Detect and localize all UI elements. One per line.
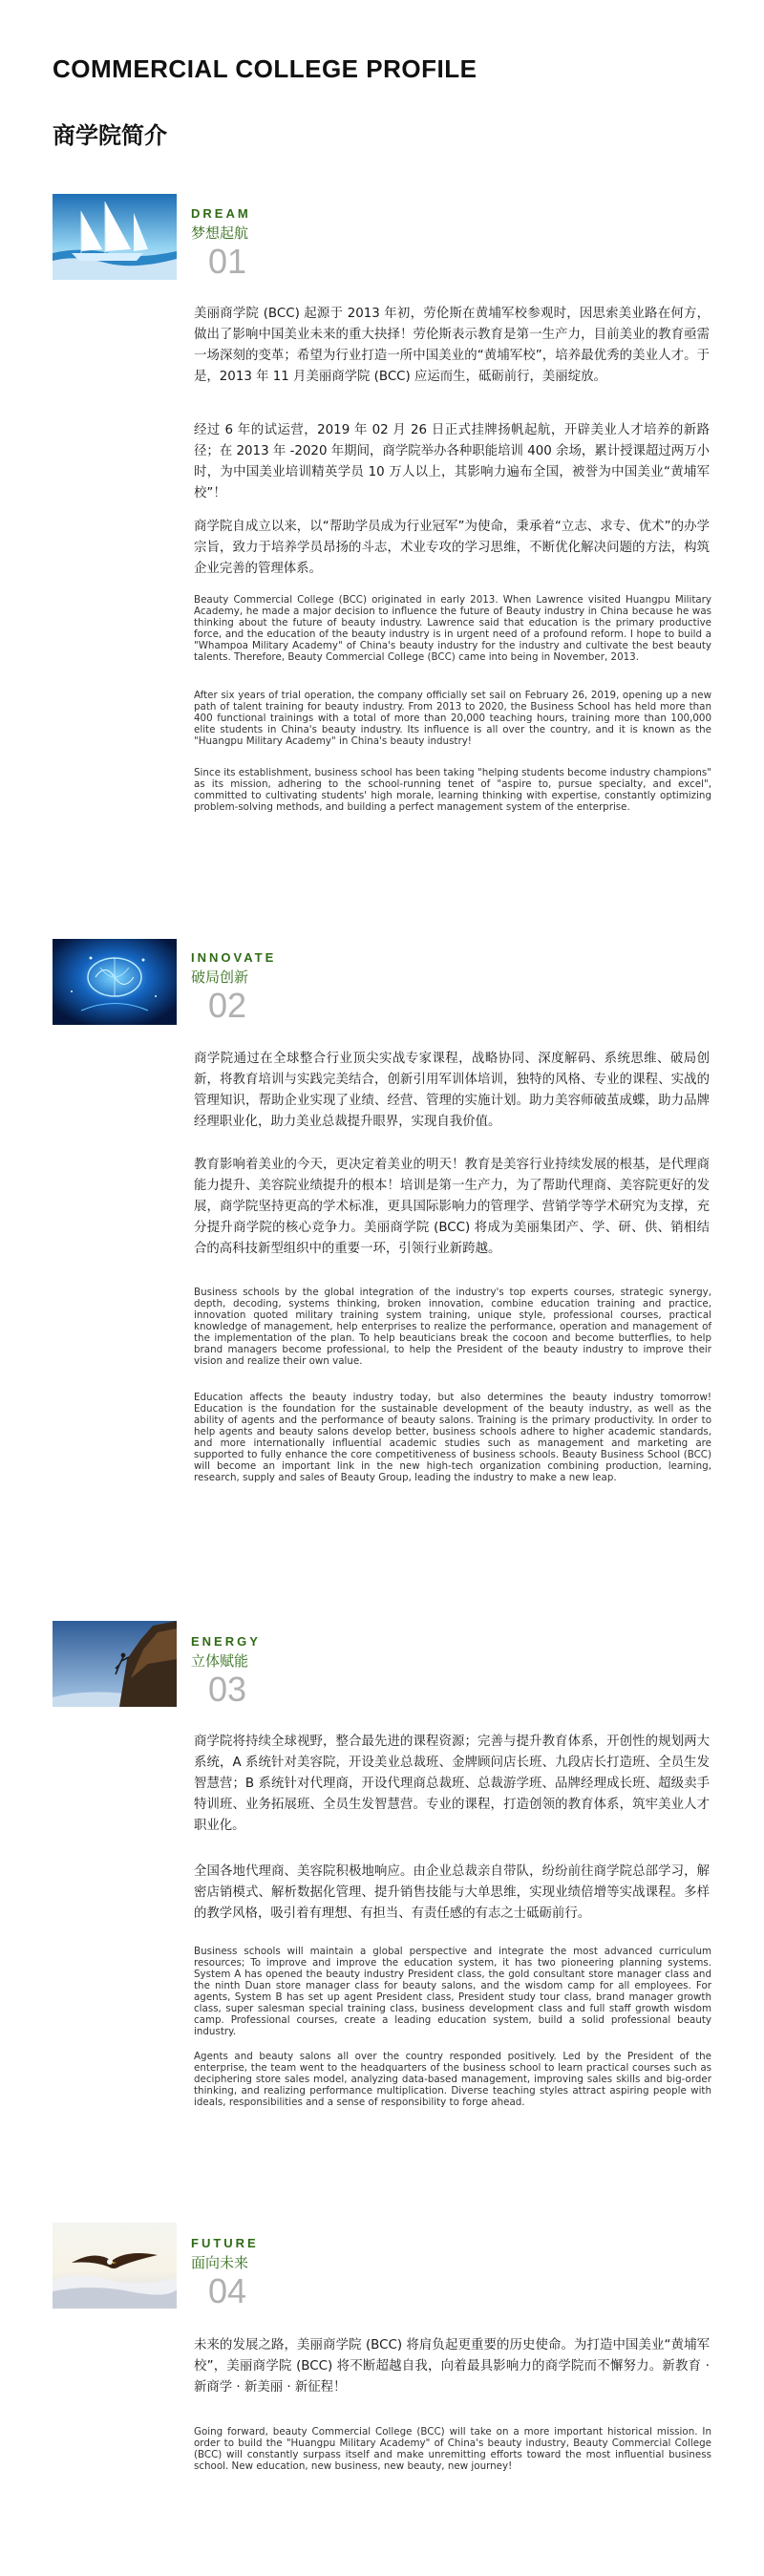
section-3-en-paragraph-1: Business schools will maintain a global perspective and integrate the most advanced curriculum resources; To improve and improve the education system, it has two pioneering planning systems. System A has opened the beauty industry President class, the gold consultant store manager class and the ninth Duan store manager class for beauty salons, and the wisdom camp for all employees. For agents, System B has set up agent President class, President study tour class, brand manager growth class, super salesman special training class, business development class and full staff growth wisdom camp. Professional courses, create a leading education system, build a solid professional beauty industry. xyxy=(194,1946,711,2037)
section-4-cn-paragraph-1: 未来的发展之路，美丽商学院 (BCC) 将肩负起更重要的历史使命。为打造中国美业“黄埔军校”，美丽商学院 (BCC) 将不断超越自我，向着最具影响力的商学院而不懈努力。新教育 · 新商学 · 新美丽 · 新征程！ xyxy=(194,2338,710,2395)
flying-eagle-icon xyxy=(53,2223,177,2309)
section-1-image xyxy=(53,194,177,280)
section-4-number: 04 xyxy=(208,2271,247,2310)
section-4-label-en: FUTURE xyxy=(191,2236,259,2250)
section-2-label-en: INNOVATE xyxy=(191,950,277,965)
section-1-cn-paragraph-2: 经过 6 年的试运营，2019 年 02 月 26 日正式挂牌扬帆起航，开辟美业人才培养的新路径；在 2013 年 -2020 年期间，商学院举办各种职能培训 400 余场，累计授课超过两万小时，为中国美业培训精英学员 10 万人以上，其影响力遍布全国，被誉为中国美业“黄埔军校”！ xyxy=(194,423,710,500)
section-3-image xyxy=(53,1621,177,1707)
section-4-image xyxy=(53,2223,177,2309)
section-2-en-paragraph-1: Business schools by the global integration of the industry's top experts courses, strategic synergy, depth, decoding, systems thinking, broken innovation, combine education training and practice, innovation quoted military training system training, unique style, professional courses, practical knowledge of management, help enterprises to realize the performance, operation and management of the implementation of the plan. To help beauticians break the cocoon and become butterflies, to help brand managers become professional, to help the President of the beauty industry to improve their vision and realize their own value. xyxy=(194,1287,711,1367)
section-3-en-paragraph-2: Agents and beauty salons all over the country responded positively. Led by the President of the enterprise, the team went to the headquarters of the business school to learn practical courses such as deciphering store sales model, analyzing data-based management, improving sales skills and big-order thinking, and realizing performance multiplication. Diverse teaching styles attract aspiring people with ideals, responsibilities and a sense of responsibility to forge ahead. xyxy=(194,2051,711,2108)
section-1-en-paragraph-2: After six years of trial operation, the company officially set sail on February 26, 2019, opening up a new path of talent training for beauty industry. From 2013 to 2020, the Business School has held more than 400 functional trainings with a total of more than 20,000 teaching hours, training more than 100,000 elite students in China's beauty industry. Its influence is all over the country, and it is known as the "Huangpu Military Academy" in China's beauty industry! xyxy=(194,690,711,747)
section-3-number: 03 xyxy=(208,1670,247,1709)
section-2-cn-paragraph-1: 商学院通过在全球整合行业顶尖实战专家课程，战略协同、深度解码、系统思维、破局创新，将教育培训与实践完美结合，创新引用军训体培训，独特的风格、专业的课程、实战的管理知识，帮助企业实现了业绩、经营、管理的实施计划。助力美容师破茧成蝶，助力品牌经理职业化，助力美业总裁提升眼界，实现自我价值。 xyxy=(194,1052,710,1129)
section-4-en-paragraph-1: Going forward, beauty Commercial College (BCC) will take on a more important historical mission. In order to build the "Huangpu Military Academy" of China's beauty industry, Beauty Commercial College (BCC) will constantly surpass itself and make unremitting efforts toward the most influential business school. New education, new business, new beauty, new journey! xyxy=(194,2426,711,2472)
section-1-cn-paragraph-3: 商学院自成立以来，以“帮助学员成为行业冠军”为使命，秉承着“立志、求专、优术”的办学宗旨，致力于培养学员昂扬的斗志，术业专攻的学习思维，不断优化解决问题的方法，构筑企业完善的管理体系。 xyxy=(194,520,710,576)
section-3-cn-paragraph-2: 全国各地代理商、美容院积极地响应。由企业总裁亲自带队，纷纷前往商学院总部学习，解密店销模式、解析数据化管理、提升销售技能与大单思维，实现业绩倍增等实战课程。多样的教学风格，吸引着有理想、有担当、有责任感的有志之士砥砺前行。 xyxy=(194,1864,710,1921)
section-2-label-cn: 破局创新 xyxy=(191,969,249,986)
section-1-en-paragraph-1: Beauty Commercial College (BCC) originated in early 2013. When Lawrence visited Huangpu Military Academy, he made a major decision to influence the future of Beauty industry in China because he was thinking about the future of beauty industry. Lawrence said that education is the primary productive force, and the education of the beauty industry is in urgent need of a profound reform. I hope to build a "Whampoa Military Academy" of China's beauty industry for the industry and cultivate the best beauty talents. Therefore, Beauty Commercial College (BCC) came into being in November, 2013. xyxy=(194,594,711,663)
section-4-label-cn: 面向未来 xyxy=(191,2254,249,2271)
page-title-en: COMMERCIAL COLLEGE PROFILE xyxy=(53,54,478,83)
section-2-en-paragraph-2: Education affects the beauty industry today, but also determines the beauty industry tomorrow! Education is the foundation for the sustainable development of the beauty industry, as well as the ability of agents and the performance of beauty salons. Training is the primary productivity. In order to help agents and beauty salons develop better, business schools adhere to higher academic standards, and more internationally influential academic studies such as management and marketing are supported to fully enhance the core competitiveness of business schools. Beauty Business School (BCC) will become an important link in the new high-tech organization combining production, learning, research, supply and sales of Beauty Group, leading the industry to make a new leap. xyxy=(194,1392,711,1483)
section-1-number: 01 xyxy=(208,242,247,281)
section-1-label-en: DREAM xyxy=(191,206,251,221)
sailing-ship-icon xyxy=(53,194,177,280)
cliff-climber-icon xyxy=(53,1621,177,1707)
section-2-cn-paragraph-2: 教育影响着美业的今天，更决定着美业的明天！教育是美容行业持续发展的根基，是代理商能力提升、美容院业绩提升的根本！培训是第一生产力，为了帮助代理商、美容院更好的发展，商学院坚持更高的学术标准，更具国际影响力的管理学、营销学等学术研究为支撑，充分提升商学院的核心竞争力。美丽商学院 (BCC) 将成为美丽集团产、学、研、供、销相结合的高科技新型组织中的重要一环，引领行业新跨越。 xyxy=(194,1158,710,1256)
section-2-number: 02 xyxy=(208,986,247,1025)
digital-brain-icon xyxy=(53,939,177,1025)
section-3-cn-paragraph-1: 商学院将持续全球视野，整合最先进的课程资源；完善与提升教育体系，开创性的规划两大系统，A 系统针对美容院，开设美业总裁班、金牌顾问店长班、九段店长打造班、全员生发智慧营；B 系统针对代理商，开设代理商总裁班、总裁游学班、品牌经理成长班、超级卖手特训班、业务拓展班、全员生发智慧营。专业的课程，打造创领的教育体系，筑牢美业人才职业化。 xyxy=(194,1735,710,1833)
section-2-image xyxy=(53,939,177,1025)
section-1-cn-paragraph-1: 美丽商学院 (BCC) 起源于 2013 年初，劳伦斯在黄埔军校参观时，因思索美业路在何方，做出了影响中国美业未来的重大抉择！劳伦斯表示教育是第一生产力，目前美业的教育亟需一场深刻的变革；希望为行业打造一所中国美业的“黄埔军校”，培养最优秀的美业人才。于是，2013 年 11 月美丽商学院 (BCC) 应运而生，砥砺前行，美丽绽放。 xyxy=(194,307,710,384)
section-1-label-cn: 梦想起航 xyxy=(191,224,249,242)
section-3-label-cn: 立体赋能 xyxy=(191,1652,249,1670)
page-title-cn: 商学院简介 xyxy=(53,122,167,149)
section-1-en-paragraph-3: Since its establishment, business school has been taking "helping students become industry champions" as its mission, adhering to the school-running tenet of "aspire to, pursue specialty, and excel", committed to cultivating students' high morale, learning thinking with expertise, constantly optimizing problem-solving methods, and building a perfect management system of the enterprise. xyxy=(194,767,711,813)
section-3-label-en: ENERGY xyxy=(191,1634,261,1649)
